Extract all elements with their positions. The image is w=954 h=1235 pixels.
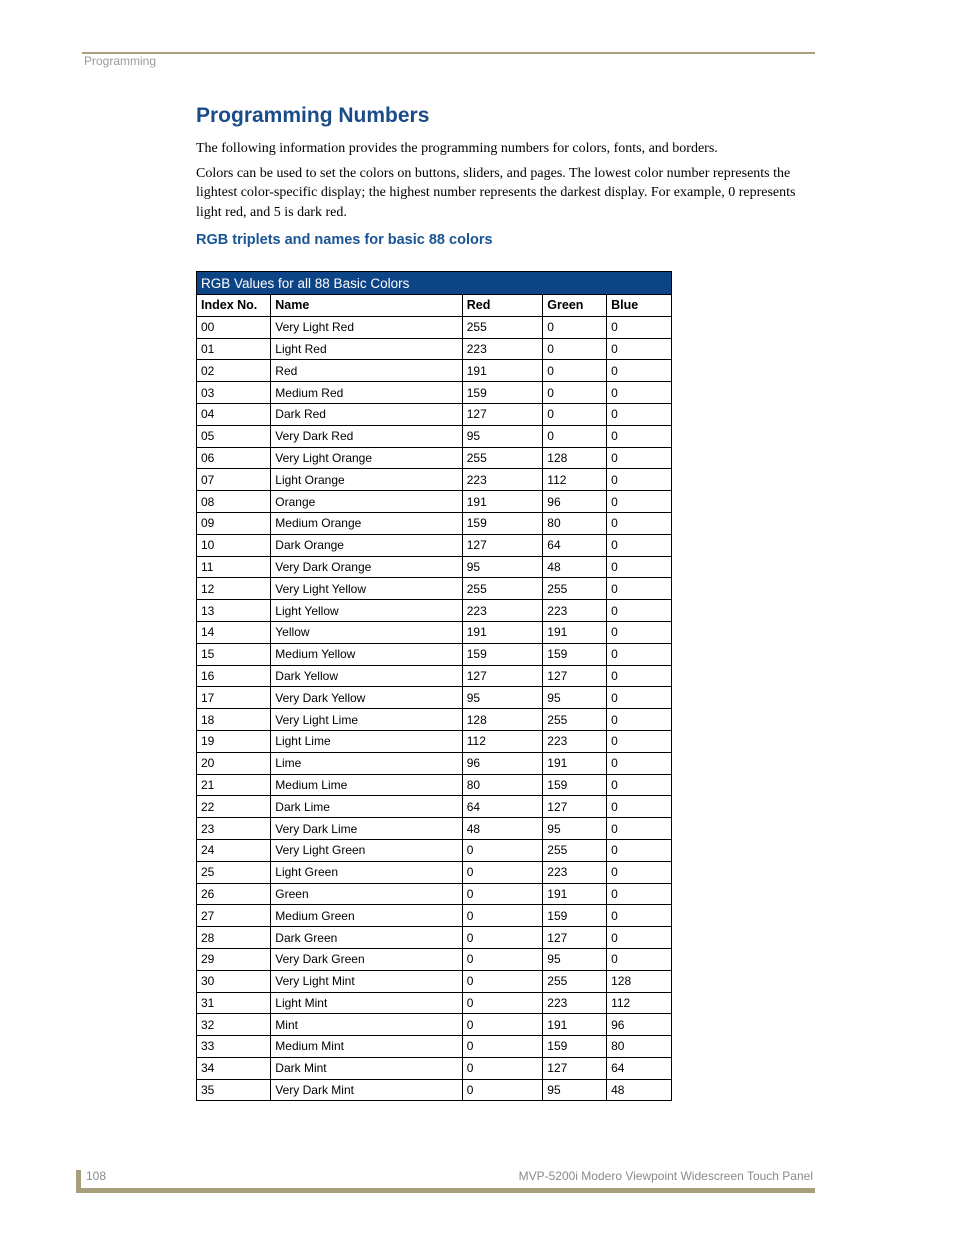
cell-blue: 0 — [607, 403, 672, 425]
cell-name: Medium Red — [271, 382, 462, 404]
cell-green: 64 — [543, 534, 607, 556]
cell-blue: 0 — [607, 447, 672, 469]
cell-green: 96 — [543, 491, 607, 513]
table-row — [197, 818, 672, 840]
cell-blue: 112 — [607, 992, 672, 1014]
cell-blue: 0 — [607, 883, 672, 905]
cell-index: 09 — [197, 512, 271, 534]
cell-name: Very Light Yellow — [271, 578, 462, 600]
footer-document-title: MVP-5200i Modero Viewpoint Widescreen Touch Panel — [518, 1169, 813, 1183]
cell-red: 0 — [462, 992, 543, 1014]
table-row — [197, 948, 672, 970]
cell-red: 255 — [462, 578, 543, 600]
rgb-values-table — [196, 271, 672, 1101]
cell-name: Very Light Orange — [271, 447, 462, 469]
cell-green: 223 — [543, 600, 607, 622]
cell-index: 00 — [197, 316, 271, 338]
cell-green: 255 — [543, 839, 607, 861]
cell-red: 128 — [462, 709, 543, 731]
cell-red: 0 — [462, 948, 543, 970]
cell-green: 0 — [543, 316, 607, 338]
table-row — [197, 752, 672, 774]
cell-name: Medium Yellow — [271, 643, 462, 665]
cell-green: 0 — [543, 425, 607, 447]
cell-blue: 0 — [607, 861, 672, 883]
cell-red: 80 — [462, 774, 543, 796]
cell-blue: 48 — [607, 1079, 672, 1101]
cell-red: 159 — [462, 643, 543, 665]
cell-name: Very Light Mint — [271, 970, 462, 992]
table-row — [197, 839, 672, 861]
cell-red: 0 — [462, 905, 543, 927]
table-row — [197, 534, 672, 556]
table-caption: RGB Values for all 88 Basic Colors — [197, 272, 672, 295]
cell-green: 191 — [543, 752, 607, 774]
cell-name: Mint — [271, 1014, 462, 1036]
table-row — [197, 687, 672, 709]
cell-blue: 0 — [607, 338, 672, 360]
cell-green: 95 — [543, 818, 607, 840]
cell-red: 191 — [462, 621, 543, 643]
table-row — [197, 403, 672, 425]
table-row — [197, 556, 672, 578]
cell-blue: 0 — [607, 643, 672, 665]
cell-blue: 0 — [607, 665, 672, 687]
cell-red: 95 — [462, 556, 543, 578]
column-header-blue: Blue — [607, 295, 672, 317]
table-row — [197, 1057, 672, 1079]
cell-green: 159 — [543, 905, 607, 927]
cell-index: 03 — [197, 382, 271, 404]
cell-green: 255 — [543, 578, 607, 600]
cell-blue: 0 — [607, 948, 672, 970]
cell-index: 28 — [197, 927, 271, 949]
cell-green: 95 — [543, 687, 607, 709]
cell-name: Light Mint — [271, 992, 462, 1014]
cell-index: 30 — [197, 970, 271, 992]
cell-name: Lime — [271, 752, 462, 774]
cell-blue: 0 — [607, 709, 672, 731]
cell-name: Very Dark Green — [271, 948, 462, 970]
column-header-green: Green — [543, 295, 607, 317]
cell-index: 25 — [197, 861, 271, 883]
cell-red: 0 — [462, 970, 543, 992]
table-row — [197, 447, 672, 469]
cell-blue: 0 — [607, 796, 672, 818]
cell-green: 159 — [543, 774, 607, 796]
cell-index: 13 — [197, 600, 271, 622]
cell-name: Light Red — [271, 338, 462, 360]
cell-name: Red — [271, 360, 462, 382]
cell-red: 127 — [462, 534, 543, 556]
table-row — [197, 992, 672, 1014]
cell-name: Dark Mint — [271, 1057, 462, 1079]
cell-name: Light Orange — [271, 469, 462, 491]
cell-green: 80 — [543, 512, 607, 534]
cell-name: Dark Orange — [271, 534, 462, 556]
cell-green: 0 — [543, 403, 607, 425]
table-row — [197, 425, 672, 447]
cell-index: 18 — [197, 709, 271, 731]
cell-blue: 0 — [607, 905, 672, 927]
cell-green: 128 — [543, 447, 607, 469]
cell-name: Dark Red — [271, 403, 462, 425]
cell-index: 04 — [197, 403, 271, 425]
cell-red: 0 — [462, 883, 543, 905]
cell-blue: 0 — [607, 469, 672, 491]
cell-name: Yellow — [271, 621, 462, 643]
cell-name: Dark Lime — [271, 796, 462, 818]
cell-green: 95 — [543, 1079, 607, 1101]
cell-blue: 0 — [607, 556, 672, 578]
cell-name: Orange — [271, 491, 462, 513]
cell-green: 127 — [543, 927, 607, 949]
cell-red: 0 — [462, 861, 543, 883]
cell-blue: 80 — [607, 1036, 672, 1058]
cell-index: 02 — [197, 360, 271, 382]
cell-index: 35 — [197, 1079, 271, 1101]
cell-blue: 0 — [607, 730, 672, 752]
table-body — [197, 316, 672, 1101]
cell-green: 0 — [543, 338, 607, 360]
cell-red: 127 — [462, 665, 543, 687]
cell-name: Light Lime — [271, 730, 462, 752]
cell-name: Medium Green — [271, 905, 462, 927]
cell-blue: 96 — [607, 1014, 672, 1036]
cell-name: Very Dark Mint — [271, 1079, 462, 1101]
cell-red: 191 — [462, 360, 543, 382]
table-row — [197, 665, 672, 687]
cell-name: Light Yellow — [271, 600, 462, 622]
cell-index: 17 — [197, 687, 271, 709]
cell-blue: 0 — [607, 927, 672, 949]
table-row — [197, 1079, 672, 1101]
cell-name: Medium Mint — [271, 1036, 462, 1058]
cell-red: 96 — [462, 752, 543, 774]
cell-red: 191 — [462, 491, 543, 513]
cell-red: 159 — [462, 382, 543, 404]
table-row — [197, 1036, 672, 1058]
table-row — [197, 861, 672, 883]
cell-name: Very Light Red — [271, 316, 462, 338]
cell-green: 112 — [543, 469, 607, 491]
cell-blue: 0 — [607, 360, 672, 382]
cell-green: 0 — [543, 382, 607, 404]
cell-red: 223 — [462, 469, 543, 491]
cell-green: 127 — [543, 796, 607, 818]
cell-red: 223 — [462, 600, 543, 622]
cell-blue: 0 — [607, 425, 672, 447]
column-header-index: Index No. — [197, 295, 271, 317]
cell-green: 255 — [543, 709, 607, 731]
cell-name: Light Green — [271, 861, 462, 883]
cell-blue: 128 — [607, 970, 672, 992]
table-row — [197, 600, 672, 622]
header-rule — [82, 52, 815, 54]
cell-index: 01 — [197, 338, 271, 360]
table-row — [197, 382, 672, 404]
cell-green: 48 — [543, 556, 607, 578]
cell-index: 15 — [197, 643, 271, 665]
table-row — [197, 469, 672, 491]
cell-red: 48 — [462, 818, 543, 840]
table-row — [197, 905, 672, 927]
cell-index: 11 — [197, 556, 271, 578]
section-subheading: RGB triplets and names for basic 88 colors — [196, 232, 493, 248]
cell-blue: 0 — [607, 534, 672, 556]
table-row — [197, 796, 672, 818]
cell-blue: 0 — [607, 382, 672, 404]
table-row — [197, 883, 672, 905]
running-header-section: Programming — [84, 54, 157, 68]
table-row — [197, 338, 672, 360]
cell-index: 27 — [197, 905, 271, 927]
cell-green: 127 — [543, 665, 607, 687]
table-row — [197, 316, 672, 338]
cell-index: 10 — [197, 534, 271, 556]
table-row — [197, 360, 672, 382]
cell-index: 07 — [197, 469, 271, 491]
cell-blue: 0 — [607, 491, 672, 513]
cell-green: 223 — [543, 992, 607, 1014]
cell-name: Very Dark Orange — [271, 556, 462, 578]
cell-name: Very Light Lime — [271, 709, 462, 731]
cell-name: Very Dark Lime — [271, 818, 462, 840]
cell-index: 06 — [197, 447, 271, 469]
cell-name: Very Dark Yellow — [271, 687, 462, 709]
cell-index: 16 — [197, 665, 271, 687]
cell-blue: 0 — [607, 600, 672, 622]
cell-index: 33 — [197, 1036, 271, 1058]
cell-blue: 64 — [607, 1057, 672, 1079]
column-header-red: Red — [462, 295, 543, 317]
cell-red: 159 — [462, 512, 543, 534]
cell-red: 127 — [462, 403, 543, 425]
cell-red: 0 — [462, 927, 543, 949]
cell-index: 21 — [197, 774, 271, 796]
cell-red: 0 — [462, 1014, 543, 1036]
footer-rule — [76, 1188, 815, 1193]
cell-red: 112 — [462, 730, 543, 752]
cell-index: 22 — [197, 796, 271, 818]
cell-index: 31 — [197, 992, 271, 1014]
cell-index: 14 — [197, 621, 271, 643]
cell-blue: 0 — [607, 316, 672, 338]
cell-index: 24 — [197, 839, 271, 861]
cell-red: 64 — [462, 796, 543, 818]
cell-red: 255 — [462, 447, 543, 469]
cell-index: 34 — [197, 1057, 271, 1079]
cell-green: 95 — [543, 948, 607, 970]
table-row — [197, 730, 672, 752]
cell-red: 0 — [462, 1057, 543, 1079]
page-title: Programming Numbers — [196, 104, 430, 127]
table-row — [197, 621, 672, 643]
cell-name: Medium Lime — [271, 774, 462, 796]
cell-red: 95 — [462, 687, 543, 709]
cell-index: 08 — [197, 491, 271, 513]
cell-green: 255 — [543, 970, 607, 992]
cell-green: 127 — [543, 1057, 607, 1079]
cell-red: 0 — [462, 1036, 543, 1058]
cell-index: 05 — [197, 425, 271, 447]
cell-green: 223 — [543, 730, 607, 752]
cell-blue: 0 — [607, 621, 672, 643]
cell-index: 12 — [197, 578, 271, 600]
table-row — [197, 927, 672, 949]
cell-green: 191 — [543, 1014, 607, 1036]
colors-paragraph: Colors can be used to set the colors on buttons, sliders, and pages. The lowest color number represents the lightest color-specific display; the highest number represents the darkest display. For example, 0 represents light red, and 5 is dark red. — [196, 166, 796, 220]
cell-red: 223 — [462, 338, 543, 360]
cell-blue: 0 — [607, 512, 672, 534]
table-row — [197, 643, 672, 665]
table-row — [197, 491, 672, 513]
table-row — [197, 1014, 672, 1036]
cell-blue: 0 — [607, 818, 672, 840]
cell-index: 20 — [197, 752, 271, 774]
cell-name: Very Dark Red — [271, 425, 462, 447]
table-row — [197, 774, 672, 796]
cell-name: Medium Orange — [271, 512, 462, 534]
cell-red: 0 — [462, 839, 543, 861]
cell-green: 0 — [543, 360, 607, 382]
column-header-name: Name — [271, 295, 462, 317]
page-number: 108 — [86, 1169, 107, 1183]
cell-blue: 0 — [607, 687, 672, 709]
cell-green: 159 — [543, 643, 607, 665]
cell-red: 255 — [462, 316, 543, 338]
cell-name: Very Light Green — [271, 839, 462, 861]
cell-green: 223 — [543, 861, 607, 883]
cell-index: 29 — [197, 948, 271, 970]
intro-paragraph: The following information provides the programming numbers for colors, fonts, and borders. — [196, 141, 718, 156]
cell-blue: 0 — [607, 774, 672, 796]
cell-name: Green — [271, 883, 462, 905]
cell-red: 0 — [462, 1079, 543, 1101]
table-row — [197, 970, 672, 992]
cell-blue: 0 — [607, 578, 672, 600]
cell-name: Dark Green — [271, 927, 462, 949]
table-header-row — [197, 295, 672, 317]
table-row — [197, 578, 672, 600]
cell-index: 23 — [197, 818, 271, 840]
table-row — [197, 512, 672, 534]
cell-blue: 0 — [607, 752, 672, 774]
cell-index: 32 — [197, 1014, 271, 1036]
cell-red: 95 — [462, 425, 543, 447]
cell-blue: 0 — [607, 839, 672, 861]
cell-green: 191 — [543, 621, 607, 643]
cell-index: 26 — [197, 883, 271, 905]
cell-green: 191 — [543, 883, 607, 905]
cell-index: 19 — [197, 730, 271, 752]
cell-name: Dark Yellow — [271, 665, 462, 687]
table-row — [197, 709, 672, 731]
cell-green: 159 — [543, 1036, 607, 1058]
table-caption-row — [197, 272, 672, 295]
